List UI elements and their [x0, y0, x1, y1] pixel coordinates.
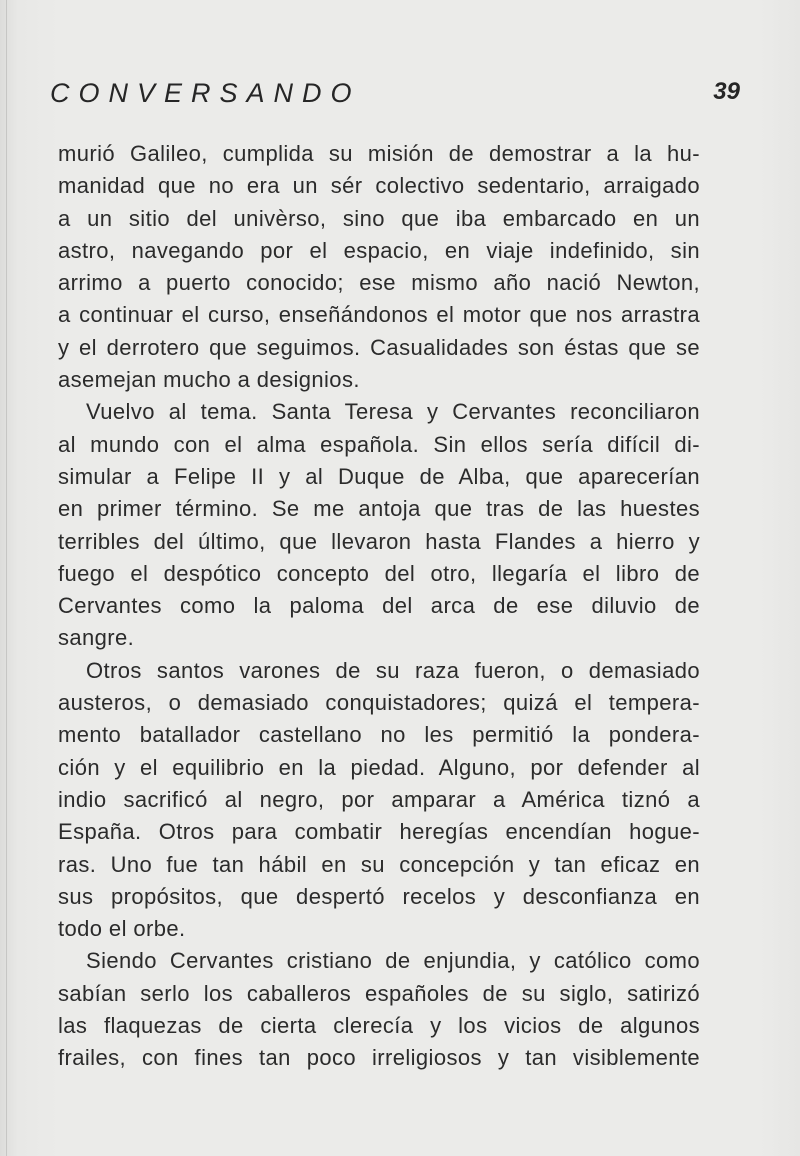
- text-line: sus propósitos, que despertó recelos y desconfianza en: [58, 883, 700, 909]
- body-text: [58, 138, 700, 1075]
- text-line: en primer término. Se me antoja que tras de las huestes: [58, 496, 700, 522]
- text-line: asemejan mucho a designios.: [58, 367, 360, 393]
- text-line: todo el orbe.: [58, 916, 186, 942]
- text-line: Cervantes como la paloma del arca de ese diluvio de: [58, 593, 700, 619]
- text-line: murió Galileo, cumplida su misión de demostrar a la hu-: [58, 141, 700, 166]
- page-edge-shadow: [6, 0, 7, 1156]
- running-title: CONVERSANDO: [50, 78, 361, 108]
- text-line: frailes, con fines tan poco irreligiosos y tan visiblemente: [58, 1045, 700, 1071]
- text-line: sabían serlo los caballeros españoles de su siglo, satirizó: [58, 980, 700, 1006]
- paragraph: [58, 945, 700, 1074]
- text-line: las flaquezas de cierta clerecía y los vicios de algunos: [58, 1013, 700, 1039]
- text-line: manidad que no era un sér colectivo sedentario, arraigado: [58, 173, 700, 199]
- text-line: España. Otros para combatir heregías encendían hogue-: [58, 819, 700, 845]
- paragraph: [58, 655, 700, 946]
- text-line: terribles del último, que llevaron hasta Flandes a hierro y: [58, 528, 700, 554]
- paragraph: [58, 138, 700, 396]
- text-line: simular a Felipe II y al Duque de Alba, que aparecerían: [58, 463, 700, 489]
- text-line: indio sacrificó al negro, por amparar a América tiznó a: [58, 786, 700, 812]
- text-line: astro, navegando por el espacio, en viaje indefinido, sin: [58, 237, 700, 263]
- text-line: Siendo Cervantes cristiano de enjundia, y católico como: [86, 948, 700, 974]
- text-line: y el derrotero que seguimos. Casualidades son éstas que se: [58, 334, 700, 360]
- text-line: al mundo con el alma española. Sin ellos sería difícil di-: [58, 431, 700, 457]
- text-line: austeros, o demasiado conquistadores; quizá el tempera-: [58, 690, 700, 716]
- text-line: Otros santos varones de su raza fueron, o demasiado: [86, 657, 700, 683]
- page-header: [50, 78, 740, 114]
- paragraph: [58, 396, 700, 654]
- text-line: fuego el despótico concepto del otro, llegaría el libro de: [58, 560, 700, 586]
- text-line: ción y el equilibrio en la piedad. Alguno, por defender al: [58, 754, 700, 780]
- text-line: mento batallador castellano no les permitió la pondera-: [58, 722, 700, 748]
- text-line: Vuelvo al tema. Santa Teresa y Cervantes reconciliaron: [86, 399, 700, 425]
- text-line: a continuar el curso, enseñándonos el motor que nos arrastra: [58, 302, 700, 328]
- text-line: sangre.: [58, 625, 135, 651]
- text-line: ras. Uno fue tan hábil en su concepción y tan eficaz en: [58, 851, 700, 877]
- text-line: a un sitio del univèrso, sino que iba embarcado en un: [58, 205, 700, 231]
- page-number: 39: [713, 78, 740, 105]
- text-line: arrimo a puerto conocido; ese mismo año nació Newton,: [58, 270, 700, 296]
